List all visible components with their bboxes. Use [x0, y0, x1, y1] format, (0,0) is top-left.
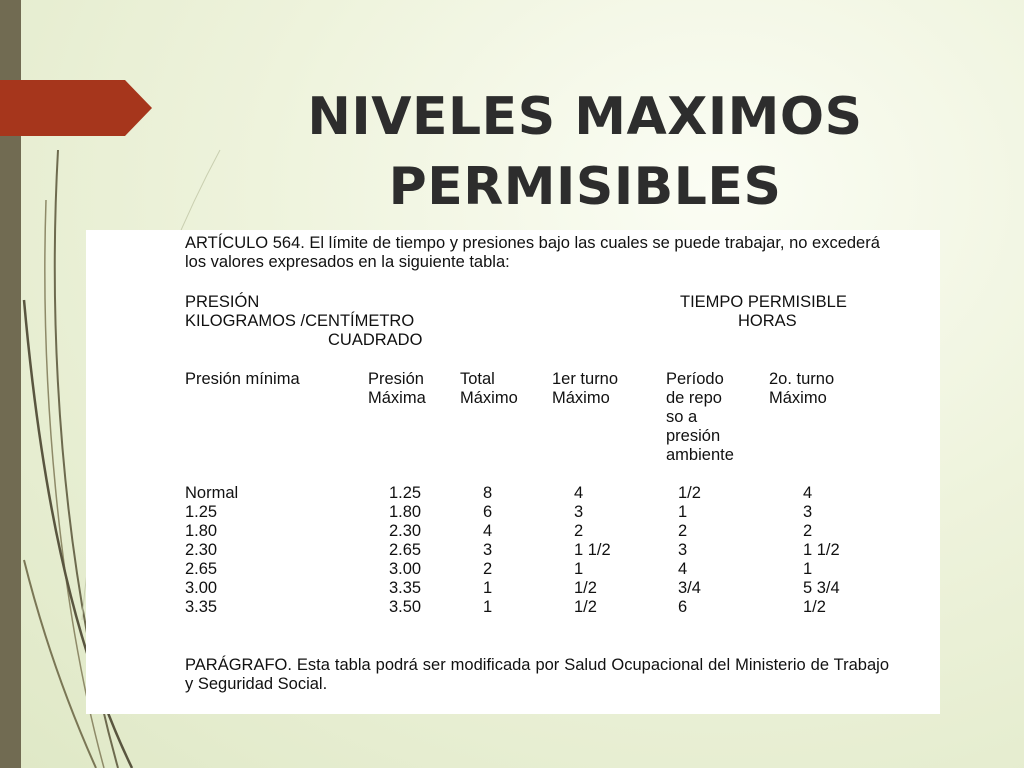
cell-total-max: 4 — [483, 522, 493, 540]
cell-total-max: 1 — [483, 598, 493, 616]
pressure-heading-line-3: CUADRADO — [328, 331, 423, 349]
column-header-min-pressure: Presión mínima — [185, 370, 300, 388]
slide-title — [280, 82, 890, 222]
cell-first-shift: 1/2 — [574, 579, 597, 597]
table-row — [185, 484, 885, 503]
table-row — [185, 522, 885, 541]
table-row — [185, 598, 885, 617]
cell-second-shift: 1 1/2 — [803, 541, 840, 559]
accent-arrow-tab — [0, 80, 152, 136]
cell-rest-period: 6 — [678, 598, 688, 616]
cell-second-shift: 5 3/4 — [803, 579, 840, 597]
pressure-heading-line-1: PRESIÓN — [185, 293, 260, 311]
column-header-total-max: Total Máximo — [460, 370, 518, 407]
cell-first-shift: 3 — [574, 503, 584, 521]
document-image — [86, 230, 940, 714]
cell-second-shift: 2 — [803, 522, 813, 540]
cell-min-pressure: 3.35 — [185, 598, 218, 616]
cell-total-max: 3 — [483, 541, 493, 559]
column-header-max-pressure: Presión Máxima — [368, 370, 426, 407]
cell-max-pressure: 2.30 — [389, 522, 422, 540]
cell-second-shift: 4 — [803, 484, 813, 502]
column-header-second-shift: 2o. turno Máximo — [769, 370, 835, 407]
cell-max-pressure: 1.80 — [389, 503, 422, 521]
cell-rest-period: 3 — [678, 541, 688, 559]
table-row — [185, 560, 885, 579]
cell-rest-period: 3/4 — [678, 579, 701, 597]
cell-max-pressure: 3.00 — [389, 560, 422, 578]
cell-second-shift: 1 — [803, 560, 813, 578]
slide-title-line-1: NIVELES MAXIMOS — [307, 87, 863, 147]
cell-total-max: 1 — [483, 579, 493, 597]
cell-min-pressure: 2.30 — [185, 541, 218, 559]
cell-rest-period: 1 — [678, 503, 688, 521]
slide-title-line-2: PERMISIBLES — [388, 157, 782, 217]
column-header-first-shift: 1er turno Máximo — [552, 370, 619, 407]
cell-first-shift: 2 — [574, 522, 584, 540]
cell-max-pressure: 1.25 — [389, 484, 422, 502]
cell-second-shift: 1/2 — [803, 598, 826, 616]
cell-max-pressure: 3.50 — [389, 598, 422, 616]
cell-rest-period: 2 — [678, 522, 688, 540]
cell-rest-period: 4 — [678, 560, 688, 578]
cell-first-shift: 1 1/2 — [574, 541, 611, 559]
cell-first-shift: 1/2 — [574, 598, 597, 616]
column-header-rest-period: Período de repo so a presión ambiente — [666, 370, 734, 464]
table-row — [185, 579, 885, 598]
cell-first-shift: 4 — [574, 484, 584, 502]
cell-min-pressure: Normal — [185, 484, 239, 502]
cell-min-pressure: 3.00 — [185, 579, 218, 597]
pressure-heading-line-2: KILOGRAMOS /CENTÍMETRO — [185, 312, 415, 330]
time-heading-line-1: TIEMPO PERMISIBLE — [680, 293, 847, 311]
article-text: ARTÍCULO 564. El límite de tiempo y presiones bajo las cuales se puede trabajar, no excederá los valores expresados en la siguiente tabla: — [185, 234, 880, 271]
cell-total-max: 6 — [483, 503, 493, 521]
cell-max-pressure: 2.65 — [389, 541, 422, 559]
cell-min-pressure: 2.65 — [185, 560, 218, 578]
cell-total-max: 8 — [483, 484, 493, 502]
time-heading-line-2: HORAS — [738, 312, 797, 330]
paragraph-text: PARÁGRAFO. Esta tabla podrá ser modificada por Salud Ocupacional del Ministerio de Trabajo y Seguridad Social. — [185, 656, 889, 693]
table-row — [185, 503, 885, 522]
cell-max-pressure: 3.35 — [389, 579, 422, 597]
cell-first-shift: 1 — [574, 560, 584, 578]
cell-rest-period: 1/2 — [678, 484, 701, 502]
cell-min-pressure: 1.25 — [185, 503, 218, 521]
table-row — [185, 541, 885, 560]
cell-second-shift: 3 — [803, 503, 813, 521]
cell-total-max: 2 — [483, 560, 493, 578]
cell-min-pressure: 1.80 — [185, 522, 218, 540]
